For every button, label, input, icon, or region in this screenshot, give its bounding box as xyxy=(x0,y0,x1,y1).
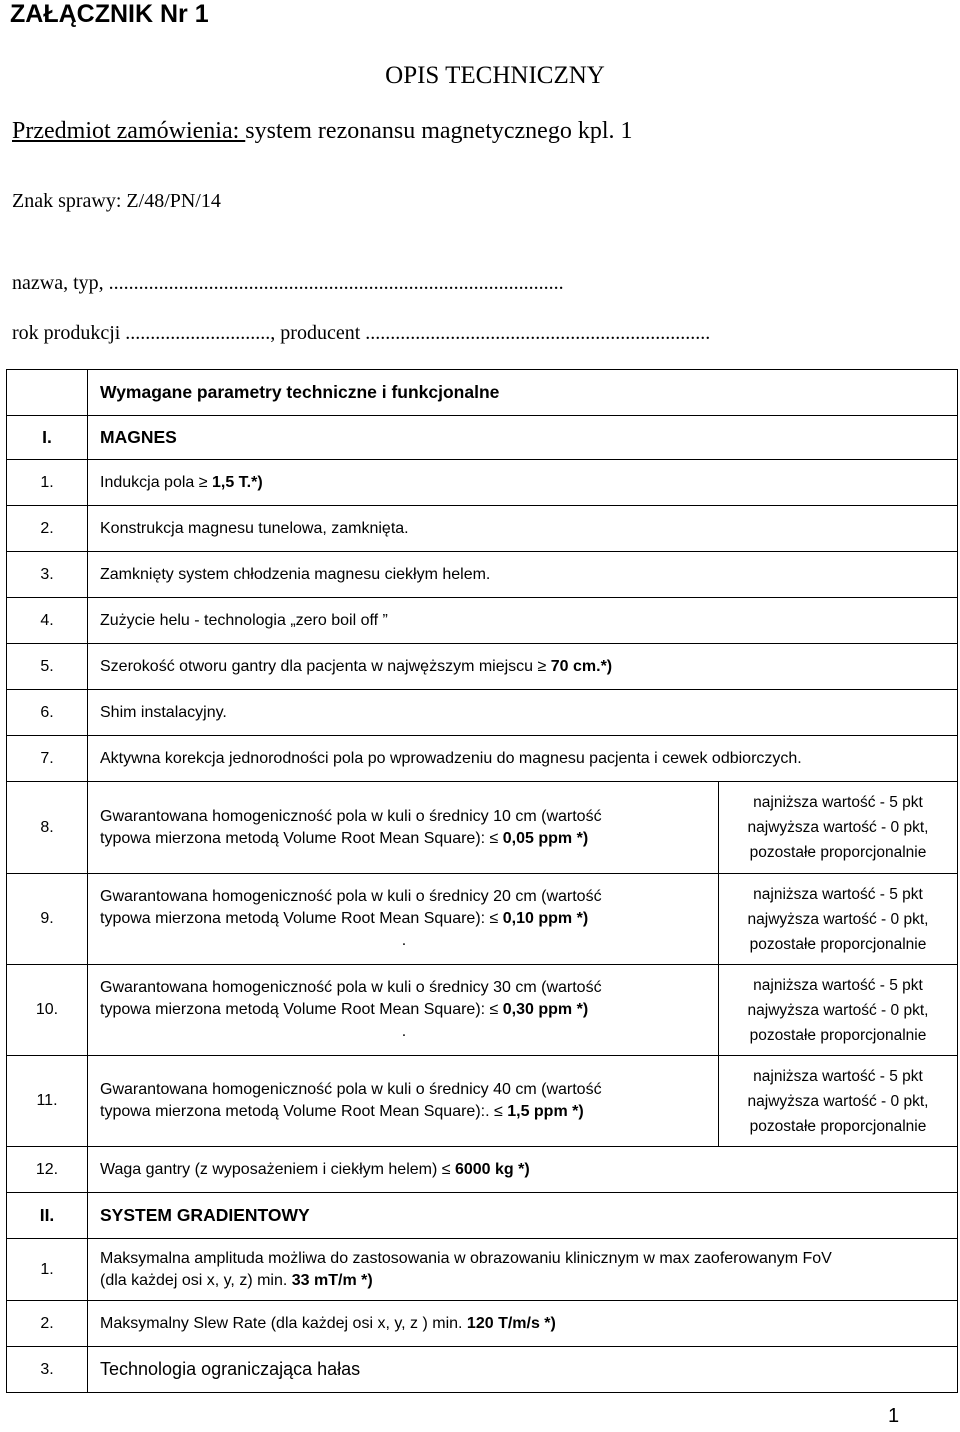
table-row xyxy=(7,1347,958,1393)
row-text: Aktywna korekcja jednorodności pola po wprowadzeniu do magnesu pacjenta i cewek odbiorczych. xyxy=(88,736,958,782)
less-equal-icon: ≤ xyxy=(489,829,503,847)
table-row xyxy=(7,598,958,644)
row-label: Waga gantry (z wyposażeniem i ciekłym helem) xyxy=(100,1160,442,1178)
row-text xyxy=(88,460,958,506)
row-value: 6000 kg *) xyxy=(454,1160,530,1178)
subject-line xyxy=(12,118,633,145)
row-num: 2. xyxy=(7,506,88,552)
name-type-field: nazwa, typ, ........................................................................................... xyxy=(12,272,564,294)
description-line: Gwarantowana homogeniczność pola w kuli o średnicy 10 cm (wartość xyxy=(100,807,602,825)
table-row xyxy=(7,1056,958,1147)
scoring-line: pozostałe proporcjonalnie xyxy=(749,844,927,861)
row-num: 8. xyxy=(7,782,88,874)
row-text: Shim instalacyjny. xyxy=(88,690,958,736)
row-label: typowa mierzona metodą Volume Root Mean Square): xyxy=(100,829,490,847)
description-line xyxy=(100,908,708,930)
row-text xyxy=(88,1147,958,1193)
row-description xyxy=(88,782,719,874)
table-row xyxy=(7,1147,958,1193)
row-label: (dla każdej osi x, y, z) min. xyxy=(100,1271,292,1289)
table-row xyxy=(7,782,958,874)
section-title: MAGNES xyxy=(88,416,958,460)
section-num: II. xyxy=(7,1193,88,1239)
row-text xyxy=(88,1301,958,1347)
table-header-row xyxy=(7,370,958,416)
scoring-line: pozostałe proporcjonalnie xyxy=(749,935,927,953)
row-description xyxy=(88,1056,719,1147)
table-row xyxy=(7,644,958,690)
row-value: 1,5 ppm *) xyxy=(507,1103,584,1120)
row-num: 4. xyxy=(7,598,88,644)
row-description xyxy=(88,874,719,965)
scoring-line: najwyższa wartość - 0 pkt, xyxy=(747,910,929,928)
header-num-cell xyxy=(7,370,88,416)
row-label: typowa mierzona metodą Volume Root Mean Square):. xyxy=(100,1103,494,1120)
greater-equal-icon: ≥ xyxy=(537,657,551,675)
row-num: 5. xyxy=(7,644,88,690)
row-label: typowa mierzona metodą Volume Root Mean Square): xyxy=(100,910,490,927)
row-value: 70 cm.*) xyxy=(550,657,613,675)
scoring-line: najwyższa wartość - 0 pkt, xyxy=(747,1001,929,1019)
row-num: 6. xyxy=(7,690,88,736)
row-text: Zużycie helu - technologia „zero boil off ” xyxy=(88,598,958,644)
scoring-cell xyxy=(719,965,958,1056)
subject-value: system rezonansu magnetycznego kpl. 1 xyxy=(245,118,633,144)
row-num: 11. xyxy=(7,1056,88,1147)
scoring-line: najniższa wartość - 5 pkt xyxy=(753,885,923,903)
table-row xyxy=(7,460,958,506)
row-num: 3. xyxy=(7,552,88,598)
row-num: 10. xyxy=(7,965,88,1056)
row-value: 0,05 ppm *) xyxy=(502,829,589,847)
less-equal-icon: ≤ xyxy=(489,910,503,927)
row-num: 1. xyxy=(7,1239,88,1301)
description-line xyxy=(100,1101,708,1123)
section-row xyxy=(7,416,958,460)
description-line: Gwarantowana homogeniczność pola w kuli o średnicy 40 cm (wartość xyxy=(100,1081,602,1098)
row-label: Indukcja pola xyxy=(100,473,199,491)
description-line xyxy=(100,828,708,850)
row-num: 12. xyxy=(7,1147,88,1193)
scoring-line: najwyższa wartość - 0 pkt, xyxy=(747,819,929,836)
description-line: Maksymalna amplituda możliwa do zastosowania w obrazowaniu klinicznym w max zaoferowanym FoV xyxy=(100,1249,832,1267)
row-num: 3. xyxy=(7,1347,88,1393)
scoring-line: najniższa wartość - 5 pkt xyxy=(753,794,923,811)
table-row xyxy=(7,506,958,552)
scoring-cell xyxy=(719,1056,958,1147)
row-text xyxy=(88,644,958,690)
page-number: 1 xyxy=(888,1405,900,1427)
scoring-line: pozostałe proporcjonalnie xyxy=(749,1117,927,1135)
scoring-line: pozostałe proporcjonalnie xyxy=(749,1026,927,1044)
parameters-table xyxy=(6,369,958,1393)
table-header: Wymagane parametry techniczne i funkcjonalne xyxy=(88,370,958,416)
row-text: Zamknięty system chłodzenia magnesu ciekłym helem. xyxy=(88,552,958,598)
table-row xyxy=(7,965,958,1056)
scoring-line: najniższa wartość - 5 pkt xyxy=(753,1067,923,1085)
row-label: Maksymalny Slew Rate (dla każdej osi x, y, z ) min. xyxy=(100,1314,467,1332)
row-text: Konstrukcja magnesu tunelowa, zamknięta. xyxy=(88,506,958,552)
row-num: 9. xyxy=(7,874,88,965)
subject-label: Przedmiot zamówienia: xyxy=(12,118,246,144)
row-label: Szerokość otworu gantry dla pacjenta w najwęższym miejscu xyxy=(100,657,538,675)
table-row xyxy=(7,552,958,598)
scoring-line: najniższa wartość - 5 pkt xyxy=(753,976,923,994)
table-row xyxy=(7,690,958,736)
row-num: 2. xyxy=(7,1301,88,1347)
greater-equal-icon: ≥ xyxy=(198,473,212,491)
less-equal-icon: ≤ xyxy=(493,1103,508,1120)
row-value: 1,5 T.*) xyxy=(211,473,263,491)
row-num: 1. xyxy=(7,460,88,506)
section-title: SYSTEM GRADIENTOWY xyxy=(88,1193,958,1239)
row-num: 7. xyxy=(7,736,88,782)
section-num: I. xyxy=(7,416,88,460)
row-value: 0,10 ppm *) xyxy=(502,910,589,927)
annex-title: ZAŁĄCZNIK Nr 1 xyxy=(10,0,209,28)
description-line: . xyxy=(401,932,407,949)
scoring-line: najwyższa wartość - 0 pkt, xyxy=(747,1092,929,1110)
row-value: 0,30 ppm *) xyxy=(502,1001,589,1018)
row-value: 120 T/m/s *) xyxy=(466,1314,556,1332)
description-line: Gwarantowana homogeniczność pola w kuli o średnicy 30 cm (wartość xyxy=(100,979,602,996)
less-equal-icon: ≤ xyxy=(489,1001,503,1018)
description-line: . xyxy=(401,1023,407,1040)
table-row xyxy=(7,1301,958,1347)
production-year-field: rok produkcji ............................., producent ..................................................................... xyxy=(12,322,711,344)
document-title: OPIS TECHNICZNY xyxy=(385,62,605,89)
scoring-cell xyxy=(719,782,958,874)
reference-number: Znak sprawy: Z/48/PN/14 xyxy=(12,190,221,212)
row-text: Technologia ograniczająca hałas xyxy=(88,1347,958,1393)
scoring-cell xyxy=(719,874,958,965)
row-label: typowa mierzona metodą Volume Root Mean Square): xyxy=(100,1001,490,1018)
row-description xyxy=(88,1239,958,1301)
row-description xyxy=(88,965,719,1056)
table-row xyxy=(7,874,958,965)
section-row xyxy=(7,1193,958,1239)
description-line: Gwarantowana homogeniczność pola w kuli o średnicy 20 cm (wartość xyxy=(100,888,602,905)
row-value: 33 mT/m *) xyxy=(291,1271,373,1289)
description-line xyxy=(100,1270,947,1292)
table-row xyxy=(7,736,958,782)
table-row xyxy=(7,1239,958,1301)
less-equal-icon: ≤ xyxy=(441,1160,455,1178)
description-line xyxy=(100,999,708,1021)
